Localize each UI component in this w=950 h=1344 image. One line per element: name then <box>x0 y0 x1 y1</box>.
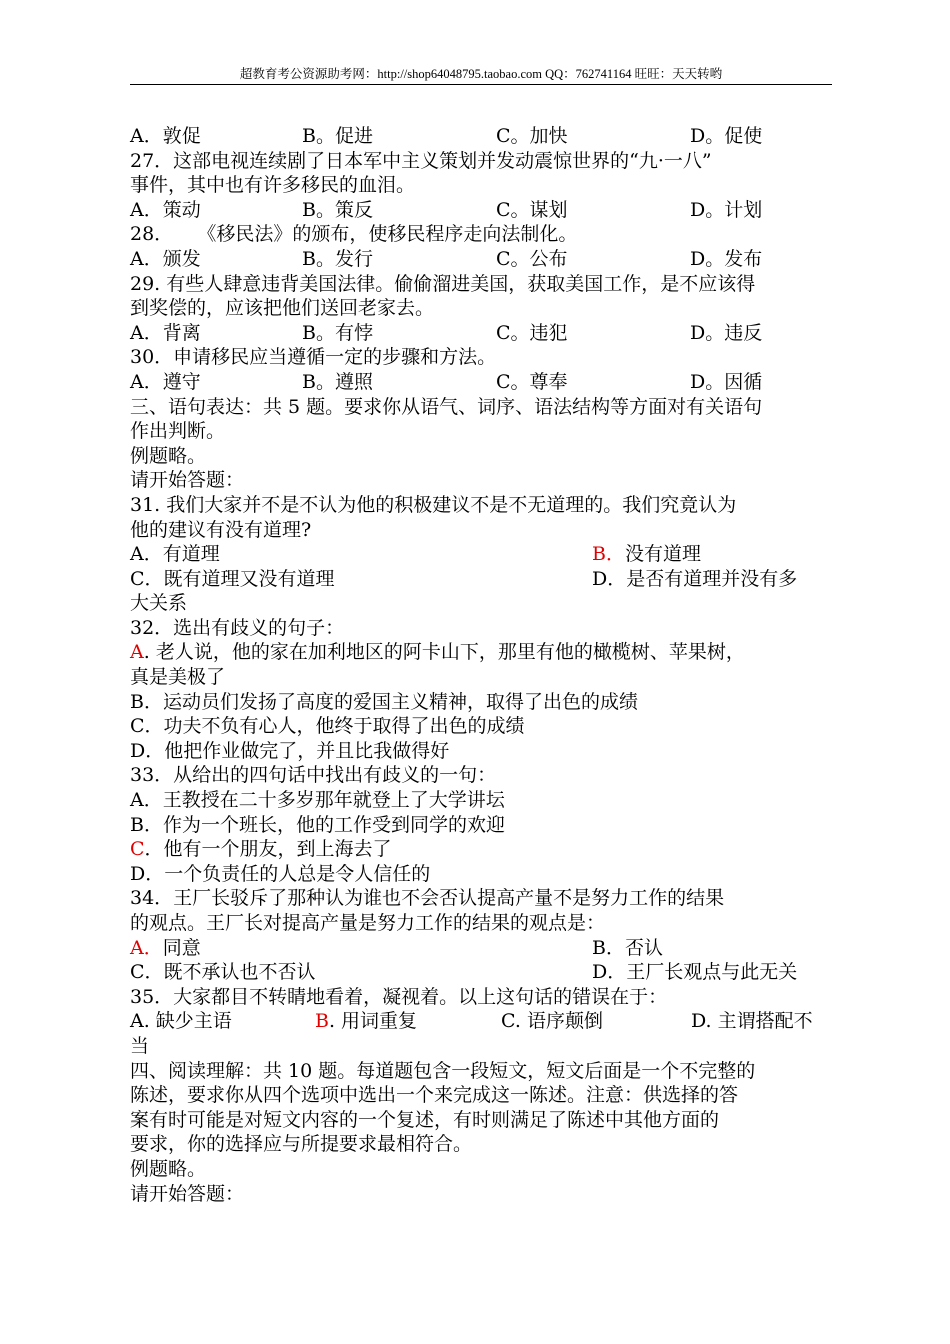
q31-option-d: D．是否有道理并没有多 <box>592 567 798 590</box>
section4-heading-line-3: 案有时可能是对短文内容的一个复述，有时则满足了陈述中其他方面的 <box>130 1108 720 1131</box>
q29-stem-line-1: 29. 有些人肆意违背美国法律。偷偷溜进美国，获取美国工作，是不应该得 <box>130 272 756 295</box>
q30-option-d: D。因循 <box>690 370 763 393</box>
q30-option-c: C。尊奉 <box>496 370 568 393</box>
section4-example: 例题略。 <box>130 1157 207 1180</box>
q33-stem: 33．从给出的四句话中找出有歧义的一句： <box>130 764 497 787</box>
q31-stem-line-1: 31. 我们大家并不是不认为他的积极建议不是不无道理的。我们究竟认为 <box>130 493 737 516</box>
q34-options-cd <box>130 960 835 985</box>
q28-option-b: B。发行 <box>302 247 373 270</box>
q34-options-ab <box>130 936 835 961</box>
q29-option-c: C。违犯 <box>496 321 568 344</box>
q31-options-ab <box>130 542 835 567</box>
q28-options <box>130 247 835 272</box>
q29-option-d: D。违反 <box>690 321 763 344</box>
q28-option-a: A．颁发 <box>130 247 201 270</box>
q30-option-a: A．遵守 <box>130 370 201 393</box>
q31-options-cd <box>130 567 835 592</box>
q34-stem-line-2: 的观点。王厂长对提高产量是努力工作的结果的观点是： <box>130 912 606 934</box>
section3-heading-line-1: 三、语句表达：共 5 题。要求你从语气、词序、语法结构等方面对有关语句 <box>130 395 763 418</box>
q35-option-c: C. 语序颠倒 <box>501 1010 603 1033</box>
q27-option-c: C。谋划 <box>496 198 568 221</box>
q27-option-b: B。策反 <box>302 198 373 221</box>
q26-option-c: C。加快 <box>496 125 568 147</box>
section3-heading-line-2: 作出判断。 <box>130 420 226 443</box>
q34-option-d: D．王厂长观点与此无关 <box>592 961 798 984</box>
q30-option-b: B。遵照 <box>302 370 373 393</box>
q26-option-d: D。促使 <box>690 125 763 147</box>
section3-start: 请开始答题： <box>130 469 245 492</box>
q31-answer-mark: B． <box>592 543 625 566</box>
q30-stem: 30．申请移民应当遵循一定的步骤和方法。 <box>130 346 497 369</box>
document-body <box>130 124 835 1206</box>
q33-answer-mark: C <box>130 838 145 861</box>
q26-option-b: B。促进 <box>302 125 373 147</box>
q27-stem-line-2: 事件，其中也有许多移民的血泪。 <box>130 174 416 197</box>
q33-option-d: D．一个负责任的人总是令人信任的 <box>130 862 431 885</box>
q31-option-a: A．有道理 <box>130 543 220 566</box>
q29-stem-line-2: 到奖偿的，应该把他们送回老家去。 <box>130 297 435 320</box>
q31-stem-line-2: 他的建议有没有道理? <box>130 518 312 541</box>
q32-option-a-continued: 真是美极了 <box>130 666 226 689</box>
q32-option-a: A. 老人说，他的家在加利地区的阿卡山下，那里有他的橄榄树、苹果树， <box>130 641 745 664</box>
q27-option-d: D。计划 <box>690 198 763 221</box>
q33-option-b: B．作为一个班长，他的工作受到同学的欢迎 <box>130 813 505 836</box>
q28-option-d: D。发布 <box>690 247 763 270</box>
q34-stem-line-1: 34．王厂长驳斥了那种认为谁也不会否认提高产量不是努力工作的结果 <box>130 887 725 910</box>
page-header: 超教育考公资源助考网：http://shop64048795.taobao.com QQ：762741164 旺旺：天天转哟 <box>239 67 723 81</box>
q31-option-d-continued: 大关系 <box>130 592 188 615</box>
q26-options <box>130 124 835 149</box>
q35-options <box>130 1009 835 1034</box>
q34-option-c: C．既不承认也不否认 <box>130 961 316 984</box>
q33-option-c: C．他有一个朋友，到上海去了 <box>130 838 392 861</box>
q35-option-d-continued: 当 <box>130 1034 150 1057</box>
q32-answer-mark: A <box>130 641 144 664</box>
section4-start: 请开始答题： <box>130 1182 245 1205</box>
q32-option-b: B．运动员们发扬了高度的爱国主义精神，取得了出色的成绩 <box>130 690 638 713</box>
q27-stem-line-1: 27．这部电视连续剧了日本军中主义策划并发动震惊世界的“九·一八” <box>130 149 712 172</box>
section4-heading-line-4: 要求，你的选择应与所提要求最相符合。 <box>130 1133 473 1156</box>
q32-option-c: C．功夫不负有心人，他终于取得了出色的成绩 <box>130 715 525 738</box>
q29-option-b: B。有悖 <box>302 321 373 344</box>
q35-option-d: D. 主谓搭配不 <box>691 1010 813 1033</box>
q26-option-a: A．敦促 <box>130 125 201 147</box>
q32-stem: 32．选出有歧义的句子： <box>130 616 345 639</box>
q28-stem: 28． 《移民法》的颁布，使移民程序走向法制化。 <box>130 223 578 246</box>
section4-heading-line-2: 陈述，要求你从四个选项中选出一个来完成这一陈述。注意：供选择的答 <box>130 1084 739 1107</box>
q33-option-a: A．王教授在二十多岁那年就登上了大学讲坛 <box>130 789 505 812</box>
q35-answer-mark: B <box>315 1010 329 1033</box>
section3-example: 例题略。 <box>130 444 207 467</box>
q27-options <box>130 198 835 223</box>
q35-option-b: B. 用词重复 <box>315 1010 418 1033</box>
q32-option-d: D．他把作业做完了，并且比我做得好 <box>130 739 450 762</box>
q27-option-a: A．策动 <box>130 198 201 221</box>
q29-option-a: A．背离 <box>130 321 201 344</box>
section4-heading-line-1: 四、阅读理解：共 10 题。每道题包含一段短文，短文后面是一个不完整的 <box>130 1059 756 1082</box>
q31-option-c: C．既有道理又没有道理 <box>130 567 335 590</box>
q34-option-a: A．同意 <box>130 936 201 959</box>
q35-stem: 35．大家都目不转睛地看着，凝视着。以上这句话的错误在于： <box>130 985 668 1008</box>
q30-options <box>130 370 835 395</box>
q34-answer-mark: A． <box>130 936 163 959</box>
q31-option-b: B．没有道理 <box>592 543 701 566</box>
q35-option-a: A. 缺少主语 <box>130 1010 232 1033</box>
q34-option-b: B．否认 <box>592 936 663 959</box>
q28-option-c: C。公布 <box>496 247 568 270</box>
q29-options <box>130 321 835 346</box>
header-rule <box>130 84 832 85</box>
